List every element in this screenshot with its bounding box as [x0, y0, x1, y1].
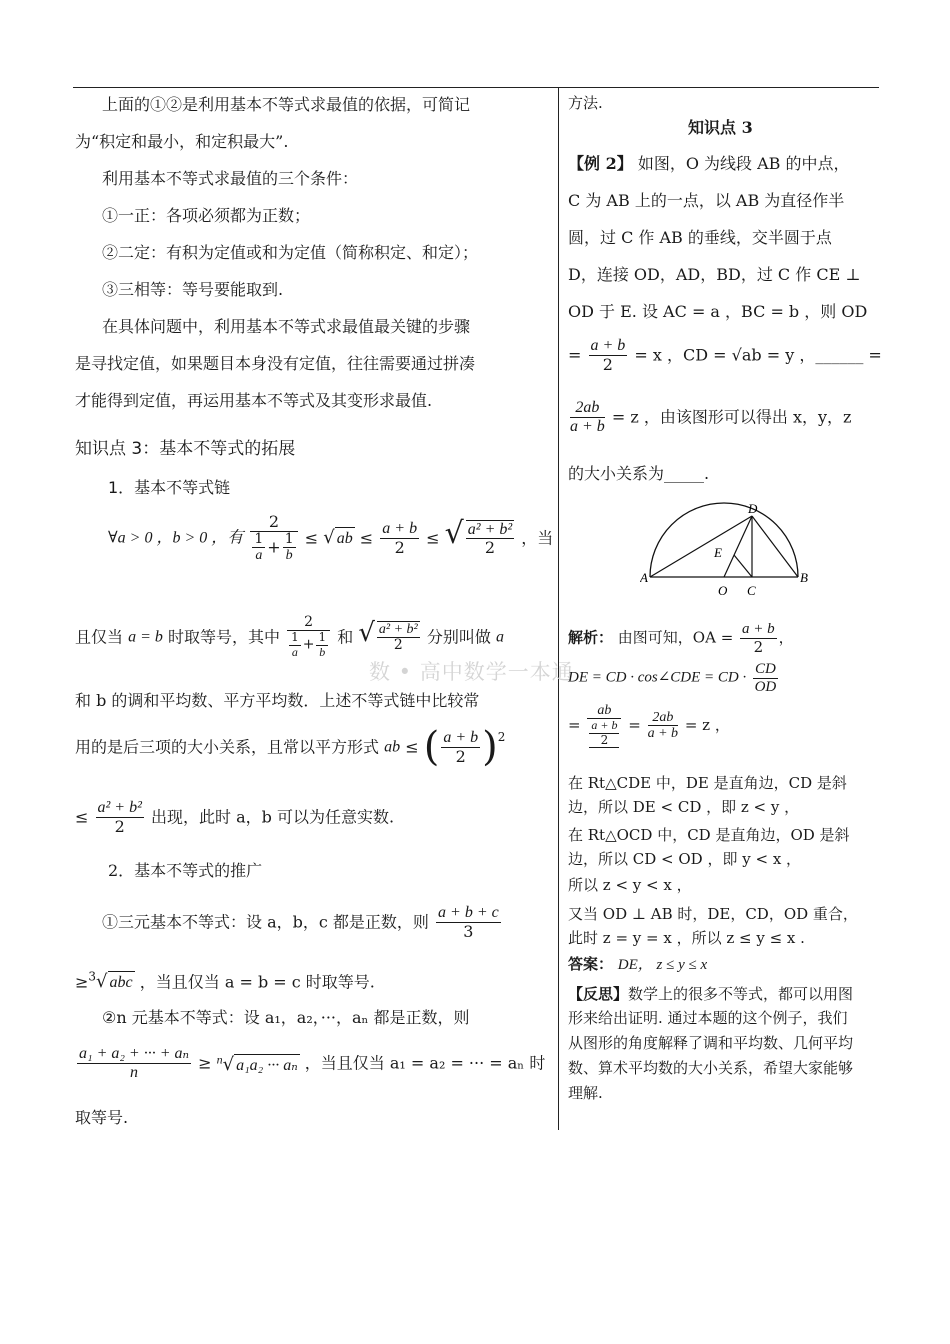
solution-line-8: 所以 z < y < x ， [568, 876, 692, 894]
n-var-line-3: 取等号. [75, 1108, 129, 1127]
solution-text-2: DE = CD · cos∠CDE = CD · [568, 669, 747, 686]
condition-3: ③三相等：等号要能取到. [102, 280, 284, 299]
semicircle-arc [650, 503, 798, 577]
three-var-line-1: ①三元基本不等式：设 a，b，c 都是正数，则 $\frac{a + b + c}{3}$ [102, 904, 499, 941]
example-text-1: 如图，O 为线段 AB 的中点， [637, 154, 850, 173]
three-var-line-2: ≥$^3$√ abc ，当且仅当 a = b = c 时取等号. [75, 970, 375, 993]
label-e: E [714, 545, 722, 560]
three-var-suffix: ，当且仅当 a = b = c 时取等号. [139, 972, 375, 992]
n-var-suffix: ，当且仅当 a₁ = a₂ = ··· = aₙ 时 [304, 1053, 546, 1073]
solution-line-2: DE = CD · cos∠CDE = CD · $\frac{CD}{OD}$ [568, 661, 777, 695]
eq-text-c: 时取等号，其中 [168, 627, 281, 647]
section-1-title: 1．基本不等式链 [108, 478, 231, 497]
reflection-line-2: 形来给出证明. 通过本题的这个例子，我们 [568, 1009, 848, 1027]
eq-text-b: a = b [128, 628, 163, 646]
n-var-line-2: $\frac{\text{a₁ + a₂ + ··· + aₙ}}{n}$ ≥ $^n$√ a₁a₂ ··· aₙ ，当且仅当 a₁ = a₂ = ··· = aₙ 时 [79, 1045, 546, 1081]
harmonic-mean-fraction-2: 2 $\frac{1}{a}$ + $\frac{1}{b}$ [287, 615, 330, 659]
chain-suffix: ，当 [521, 528, 554, 548]
segment-od [724, 516, 752, 577]
appear-text: 出现，此时 a，b 可以为任意实数. [150, 807, 395, 827]
example-line-2: C 为 AB 上的一点，以 AB 为直径作半 [568, 191, 845, 210]
appear-line: ≤ $\frac{\text{a² + b²}}{2}$ 出现，此时 a，b 可以为任意实数. [75, 799, 395, 836]
harmonic-mean-fraction: 2 $\frac{1}{a}$ + $\frac{1}{b}$ [250, 513, 297, 563]
equality-line: 且仅当 a = b 时取等号，其中 2 $\frac{1}{a}$ + $\frac{1}{b}$ 和 √ $\frac{\text{a² + b²}}{2}$ 分别叫做 a [75, 614, 504, 659]
common-line: 用的是后三项的大小关系，且常以平方形式 ab ≤ ( $\frac{a + b}{2}$ )$^2$ [75, 724, 506, 770]
solution-label: 解析： [568, 628, 614, 647]
example-line-4: D，连接 OD，AD，BD，过 C 作 CE ⊥ [568, 265, 861, 284]
label-a: A [640, 570, 648, 585]
segment-ad [650, 516, 752, 577]
column-divider [558, 87, 559, 1130]
solution-line-7: 边，所以 CD < OD ，即 y < x ， [568, 850, 802, 868]
arithmetic-mean-fraction: $\frac{a + b}{2}$ [382, 520, 418, 557]
segment-ce [734, 555, 752, 577]
example-line-1 [568, 153, 850, 174]
common-text: 用的是后三项的大小关系，且常以平方形式 [75, 737, 380, 757]
eq-text-e: 分别叫做 [426, 627, 491, 647]
reflection-line-4: 数、算术平均数的大小关系，希望大家能够 [568, 1059, 854, 1077]
watermark: 数 • 高中数学一本通 [369, 660, 574, 684]
intro-line-2: 为“积定和最小，和定积最大”. [75, 132, 289, 151]
n-var-line-1: ②n 元基本不等式：设 a₁，a₂，···，aₙ 都是正数，则 [102, 1008, 470, 1027]
solution-line-3: = $\frac{ab}{\frac{a + b}{2}}$ = $\frac{2ab}{a + b}$ = z ， [568, 703, 730, 747]
example-line-7: $\frac{2ab}{a + b}$ = z ，由该图形可以得出 x，y，z [570, 399, 852, 435]
solution-text-3: = z ， [684, 715, 730, 734]
paragraph-line-3: 才能得到定值，再运用基本不等式及其变形求最值. [75, 391, 433, 410]
example-line-5: OD 于 E. 设 AC = a ，BC = b ，则 OD [568, 302, 868, 321]
paragraph-line-1: 在具体问题中，利用基本不等式求最值最关键的步骤 [102, 317, 471, 336]
answer-text: DE， z ≤ y ≤ x [617, 957, 708, 973]
example-text-6: = x ，CD = √ab = y ，______ = [634, 345, 882, 365]
answer-line [568, 954, 707, 976]
solution-line-9: 又当 OD ⊥ AB 时，DE，CD，OD 重合， [568, 905, 858, 923]
condition-1: ①一正：各项必须都为正数； [102, 206, 311, 225]
condition-2: ②二定：有积为定值或和为定值（简称积定、和定）； [102, 243, 479, 262]
reflection-line-5: 理解. [568, 1084, 603, 1102]
solution-text-1: 由图可知，OA = [617, 628, 734, 647]
solution-line-6: 在 Rt△OCD 中，CD 是直角边，OD 是斜 [568, 826, 850, 844]
example-line-8: 的大小关系为_____. [568, 464, 710, 483]
semicircle-figure [640, 499, 812, 599]
ab-line: 和 b 的调和平均数、平方平均数．上述不等式链中比较常 [75, 691, 480, 710]
kp-heading: 知识点 3 [688, 118, 753, 137]
reflection-line-1 [568, 984, 853, 1005]
section-2-title: 2．基本不等式的推广 [108, 861, 263, 880]
eq-text-a: 且仅当 [75, 627, 124, 647]
label-b: B [800, 570, 808, 585]
reflection-text-1: 数学上的很多不等式，都可以用图 [628, 985, 854, 1003]
reflection-line-3: 从图形的角度解释了调和平均数、几何平均 [568, 1034, 854, 1052]
chain-prefix: ∀a > 0 ，b > 0 ，有 [108, 529, 244, 547]
solution-line-1: 解析： 由图可知，OA = $\frac{a + b}{2}$ ， [568, 621, 794, 656]
example-text-7: = z ，由该图形可以得出 x，y，z [611, 407, 852, 427]
method-text: 方法. [568, 94, 603, 112]
intro-line-1: 上面的①②是利用基本不等式求最值的依据，可简记 [102, 95, 471, 114]
solution-line-10: 此时 z = y = x ，所以 z ≤ y ≤ x . [568, 929, 805, 947]
kp3-title: 知识点 3：基本不等式的拓展 [75, 439, 296, 459]
example-line-6: = $\frac{a + b}{2}$ = x ，CD = √ab = y ，______ = [568, 337, 882, 374]
label-o: O [718, 583, 728, 598]
inequality-chain: ∀a > 0 ，b > 0 ，有 2 $\frac{1}{a}$ + $\frac{1}{b}$ ≤ √ ab ≤ $\frac{a + b}{2}$ ≤ √ $\frac{\text{a² + b²}}{2}$ ，当 [108, 512, 554, 563]
reflection-label: 【反思】 [568, 985, 629, 1003]
solution-line-4: 在 Rt△CDE 中，DE 是直角边，CD 是斜 [568, 774, 847, 792]
label-c: C [747, 583, 756, 598]
label-d: D [748, 501, 758, 516]
paragraph-line-2: 是寻找定值，如果题目本身没有定值，往往需要通过拼凑 [75, 354, 476, 373]
top-rule [73, 87, 879, 88]
answer-label: 答案： [568, 955, 614, 973]
conditions-title: 利用基本不等式求最值的三个条件： [102, 169, 359, 188]
example-label: 【例 2】 [568, 154, 633, 173]
eq-text-d: 和 [337, 627, 354, 647]
three-var-text: ①三元基本不等式：设 a，b，c 都是正数，则 [102, 912, 429, 932]
example-line-3: 圆，过 C 作 AB 的垂线，交半圆于点 [568, 228, 832, 247]
solution-line-5: 边，所以 DE < CD ，即 z < y ， [568, 798, 800, 816]
eq-text-f: a [495, 628, 504, 646]
